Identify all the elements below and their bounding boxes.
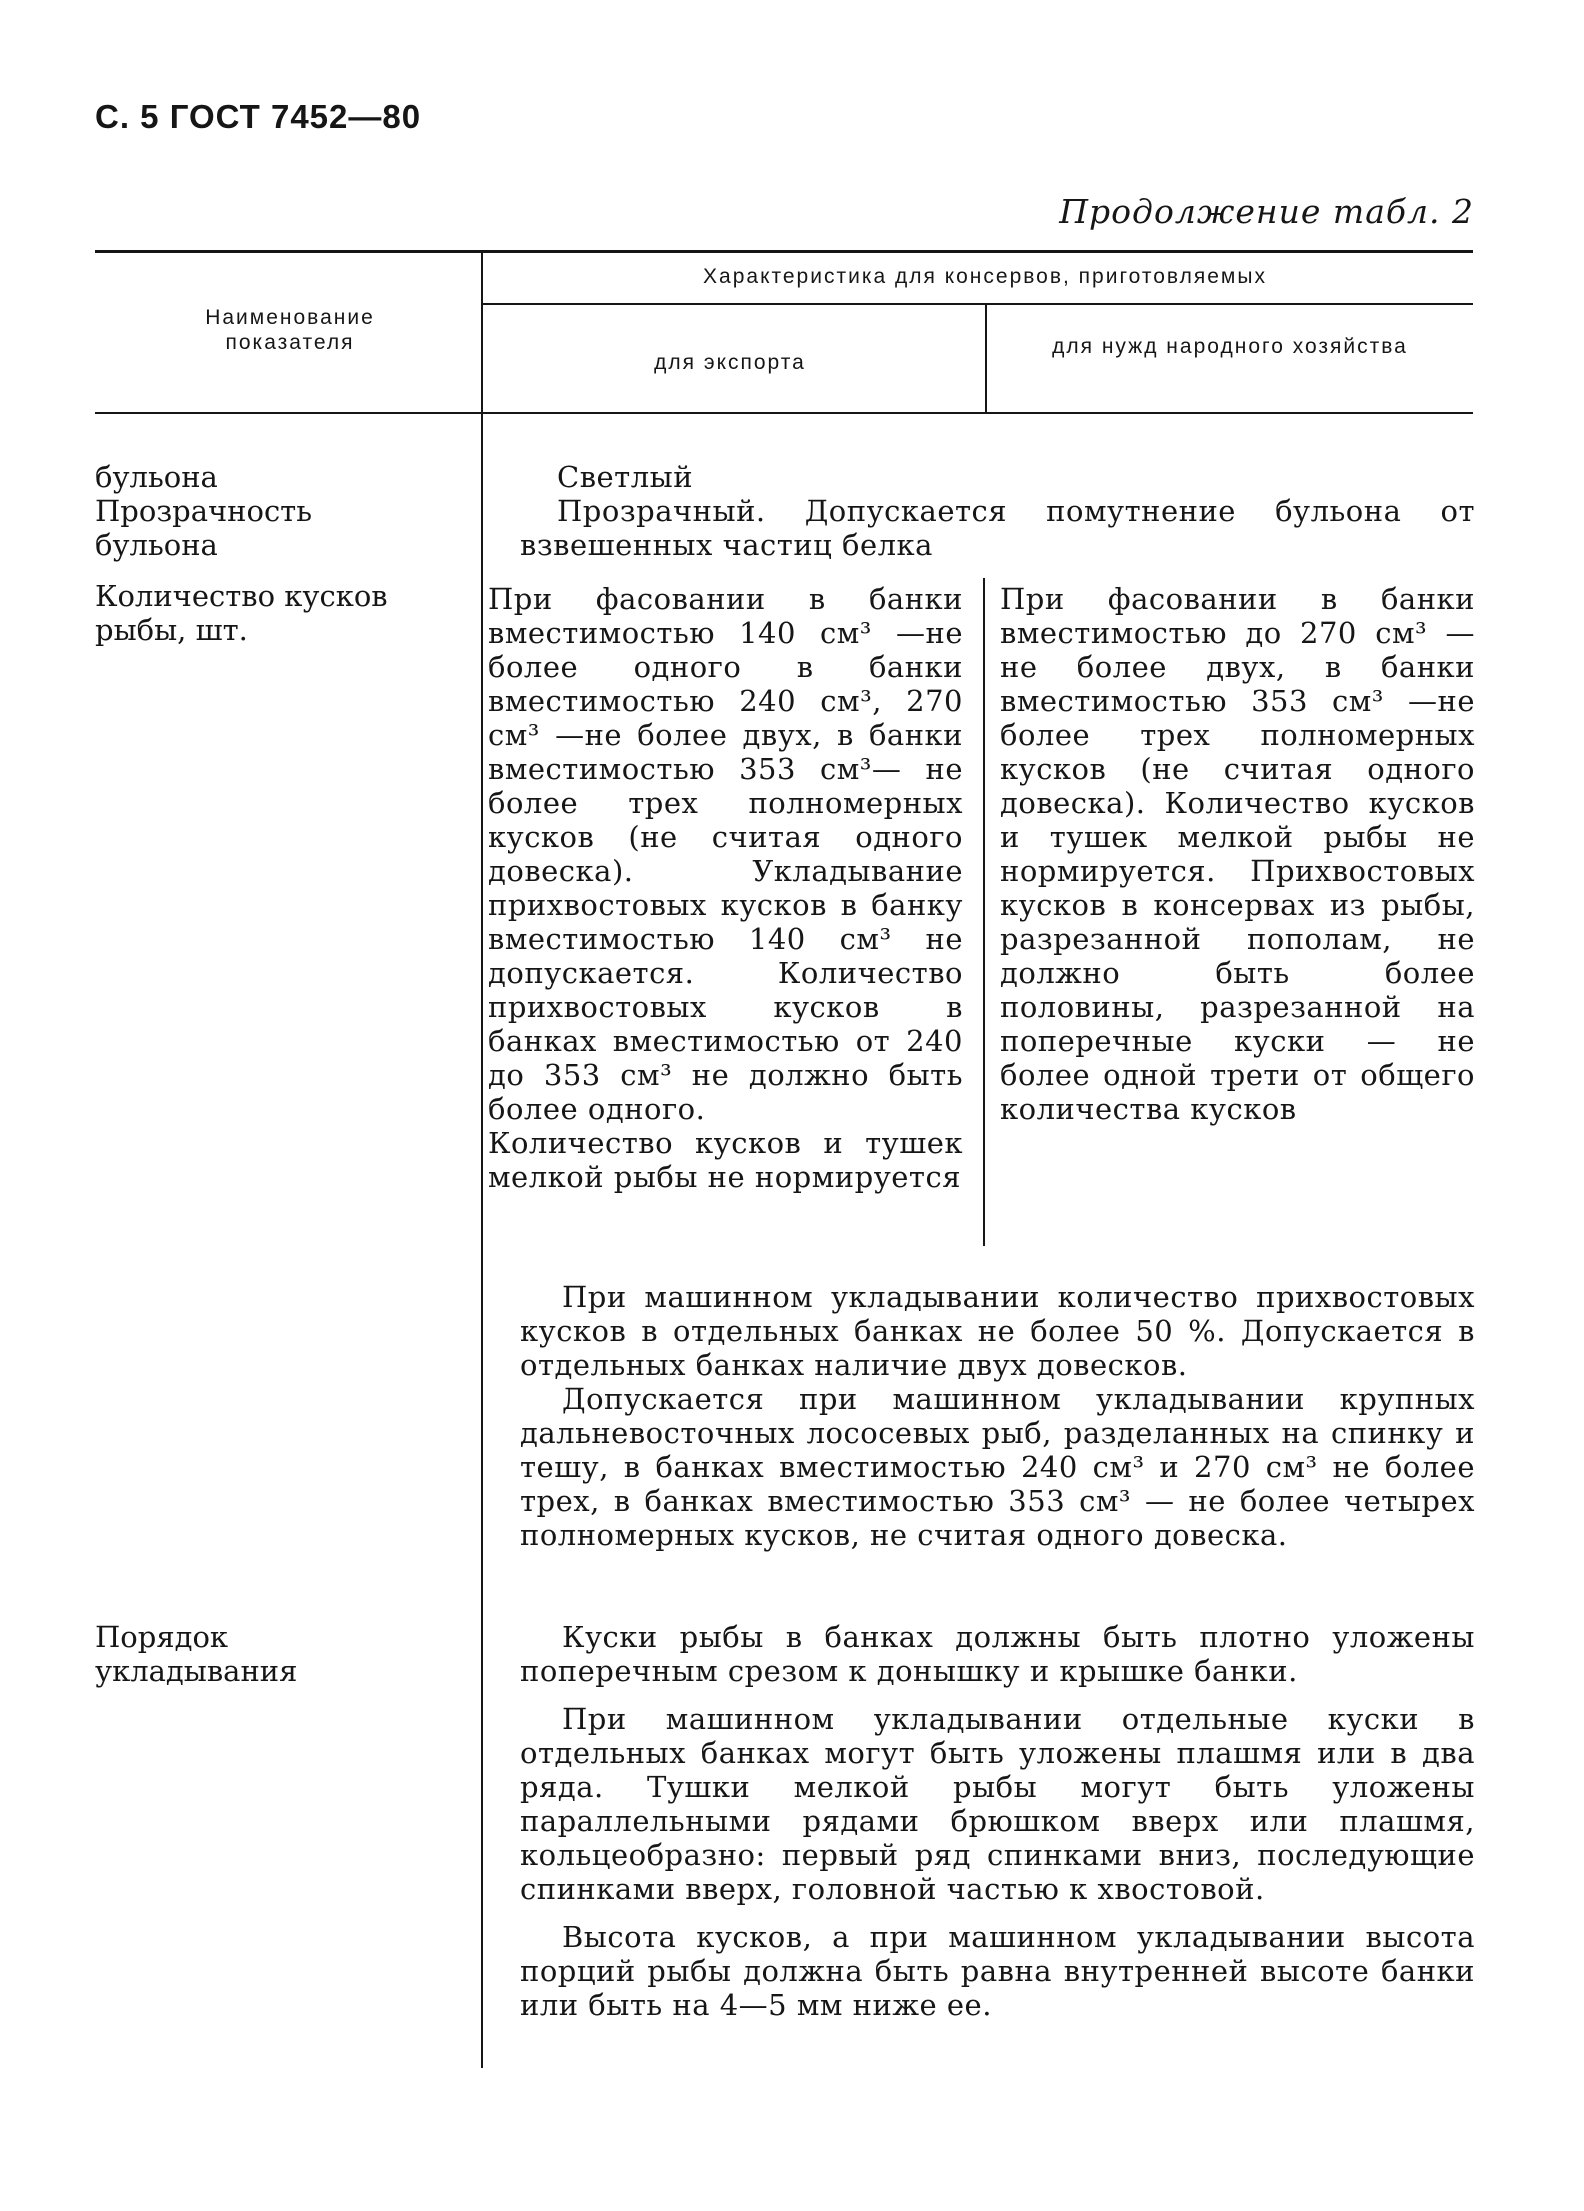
- group-header-rule: [483, 303, 1473, 305]
- header-domestic: для нужд народного хозяйства: [1052, 335, 1408, 358]
- table-continuation-label: Продолжение табл. 2: [1059, 192, 1474, 231]
- value-domestic-pieces: При фасовании в банки вместимостью до 270 см³ — не более двух, в банки вместимостью 353 см³ —не более трех полномерных кусков (не считая одного довеска). Количество кусков и тушек мелкой рыбы не нормируется. Прихвостовых кусков в консервах из рыбы, разрезанной пополам, не должно быть более половины, разрезанной на поперечные куски — не более одной трети от общего количества кусков: [1000, 582, 1475, 1126]
- column-divider-main: [481, 253, 483, 2068]
- export-pieces-text: При фасовании в банки вместимостью 140 см³ —не более одного в банки вместимостью 240 см³, 270 см³ —не более двух, в банки вместимостью 353 см³— не более трех полномерных кусков (не считая одного довеска). Укладывание прихвостовых кусков в банку вместимостью 140 см³ не допускается. Количество прихвостовых кусков в банках вместимостью от 240 до 353 см³ не должно быть более одного.: [488, 582, 963, 1126]
- value-transparency: Прозрачный. Допускается помутнение бульона от взвешенных частиц белка: [520, 494, 1475, 562]
- machine-tail-pieces-text: При машинном укладывании количество прихвостовых кусков в отдельных банках не более 50 %. Допускается в отдельных банках наличие двух довесков.: [520, 1280, 1475, 1382]
- label-transparency: Прозрачность бульона: [95, 494, 313, 562]
- export-small-fish-text: Количество кусков и тушек мелкой рыбы не нормируется: [488, 1126, 963, 1194]
- packing-order-text-3: Высота кусков, а при машинном укладывании высота порций рыбы должна быть равна внутренней высоте банки или быть на 4—5 мм ниже ее.: [520, 1920, 1475, 2022]
- packing-order-text-2: При машинном укладывании отдельные куски в отдельных банках могут быть уложены плашмя или в два ряда. Тушки мелкой рыбы могут быть уложены параллельными рядами брюшком вверх или плашмя, кольцеобразно: первый ряд спинками вниз, последующие спинками вверх, головной частью к хвостовой.: [520, 1702, 1475, 1906]
- label-broth: бульона: [95, 460, 218, 494]
- machine-salmon-text: Допускается при машинном укладывании крупных дальневосточных лососевых рыб, разделанных на спинку и тешу, в банках вместимостью 240 см³ и 270 см³ не более трех, в банках вместимостью 353 см³ — не более четырех полномерных кусков, не считая одного довеска.: [520, 1382, 1475, 1552]
- page-header-title: С. 5 ГОСТ 7452—80: [95, 98, 422, 135]
- header-indicator-name: Наименование показателя: [205, 306, 375, 355]
- header-export: для экспорта: [654, 351, 806, 374]
- column-divider-pieces: [983, 578, 985, 1246]
- table-top-rule: [95, 250, 1473, 253]
- packing-order-text-1: Куски рыбы в банках должны быть плотно уложены поперечным срезом к донышку и крышке банки.: [520, 1620, 1475, 1688]
- header-characteristics-group: Характеристика для консервов, приготовляемых: [703, 265, 1267, 288]
- label-packing-order: Порядок укладывания: [95, 1620, 298, 1688]
- table-header-bottom-rule: [95, 412, 1473, 414]
- value-export-pieces: [488, 582, 963, 1194]
- value-broth-color: Светлый: [557, 460, 694, 494]
- column-divider-subheader: [985, 305, 987, 412]
- label-pieces-count: Количество кусков рыбы, шт.: [95, 579, 388, 647]
- value-machine-packing: [520, 1280, 1475, 1552]
- value-packing-order: [520, 1620, 1475, 2022]
